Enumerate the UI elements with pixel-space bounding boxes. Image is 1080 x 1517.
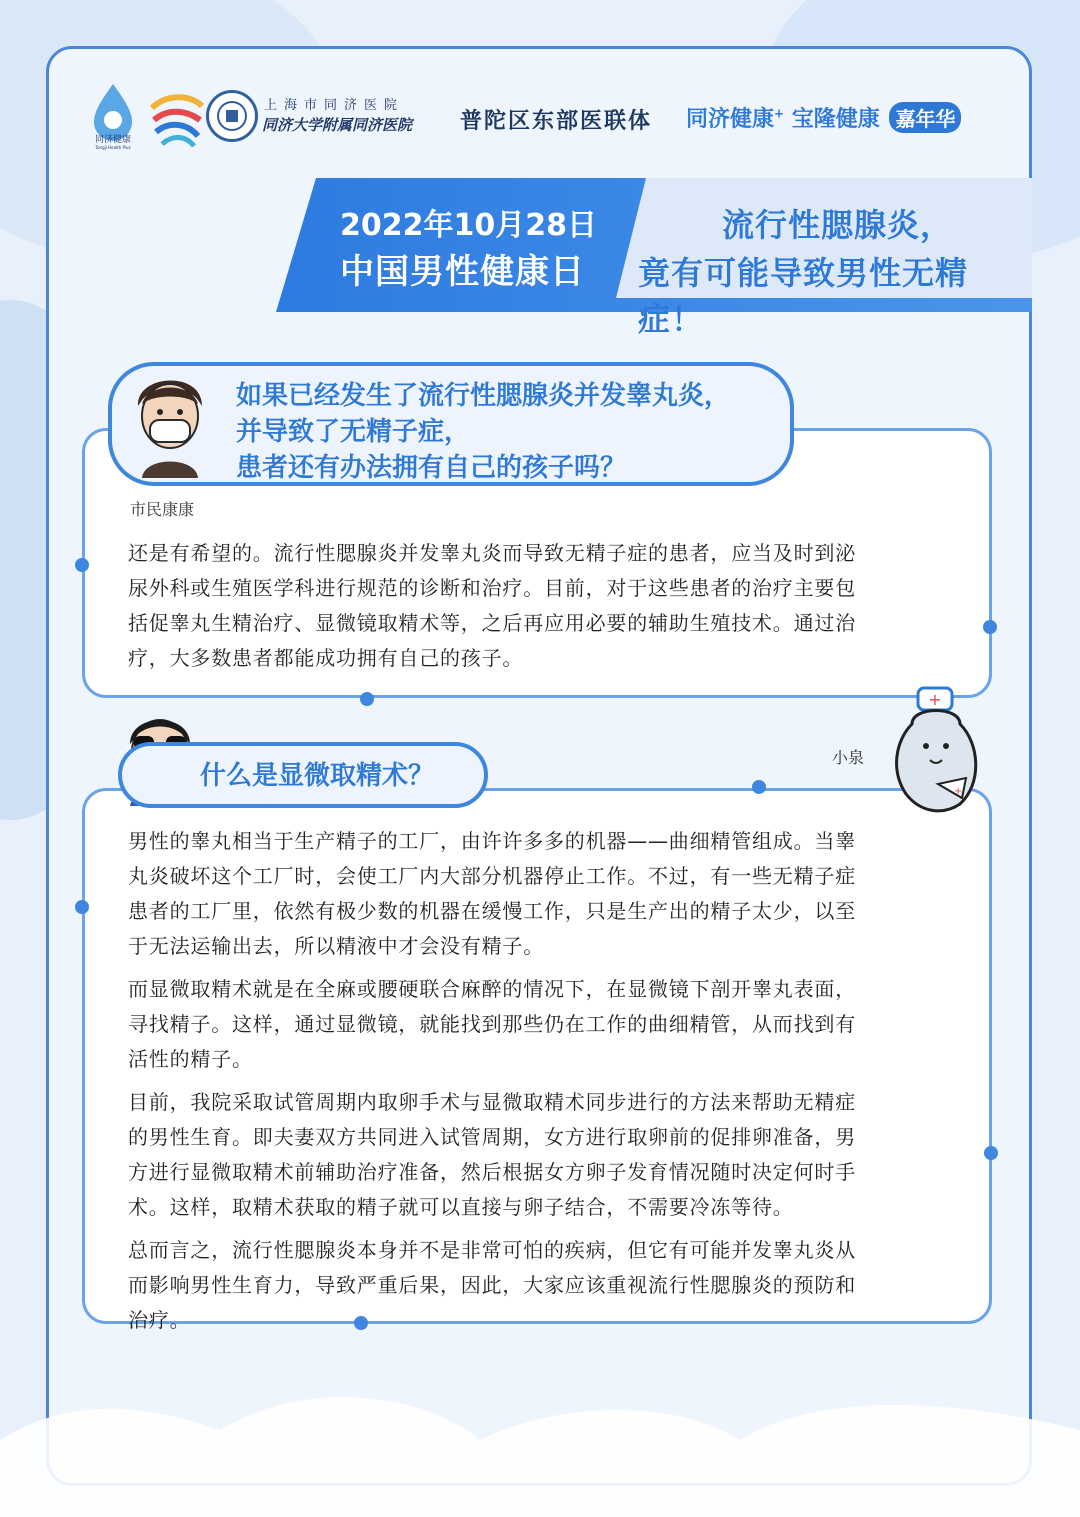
- event-day-name: 中国男性健康日: [340, 252, 585, 292]
- question-1-line-3: 患者还有办法拥有自己的孩子吗？: [236, 453, 627, 483]
- answer-2-line: 于无法运输出去，所以精液中才会没有精子。: [128, 934, 544, 958]
- answer-1-line: 尿外科或生殖医学科进行规范的诊断和治疗。目前，对于这些患者的治疗主要包: [128, 576, 856, 600]
- question-1-line-1: 如果已经发生了流行性腮腺炎并发睾丸炎，: [236, 381, 731, 411]
- answer-1-line: 括促睾丸生精治疗、显微镜取精术等，之后再应用必要的辅助生殖技术。通过治: [128, 611, 856, 635]
- answer-2-line: 的男性生育。即夫妻双方共同进入试管周期，女方进行取卵前的促排卵准备，男: [128, 1125, 856, 1149]
- answer-2-line: 总而言之，流行性腮腺炎本身并不是非常可怕的疾病，但它有可能并发睾丸炎从: [128, 1238, 856, 1262]
- speaker-label-1: 市民康康: [130, 500, 195, 519]
- answer-2-line: 患者的工厂里，依然有极少数的机器在缓慢工作，只是生产出的精子太少，以至: [128, 899, 856, 923]
- answer-2-paragraph-2: [128, 972, 968, 1077]
- event-date: 2022年10月28日: [340, 208, 597, 243]
- tongji-health-logo: [78, 80, 148, 150]
- card-dot: [984, 1146, 998, 1160]
- answer-2-line: 术。这样，取精术获取的精子就可以直接与卵子结合，不需要冷冻等待。: [128, 1195, 794, 1219]
- answer-2-line: 寻找精子。这样，通过显微镜，就能找到那些仍在工作的曲细精管，从而找到有: [128, 1012, 856, 1036]
- hospital-name: 上海市同济医院: [264, 98, 405, 113]
- card-dot: [752, 780, 766, 794]
- title-band: [276, 178, 1032, 338]
- headline-line-1: 流行性腮腺炎，: [722, 206, 954, 244]
- header-logos: [78, 80, 1008, 160]
- answer-2-line: 丸炎破坏这个工厂时，会使工厂内大部分机器停止工作。不过，有一些无精子症: [128, 864, 856, 888]
- card-dot: [75, 558, 89, 572]
- brand-jia-badge: 嘉年华: [889, 102, 961, 133]
- answer-2-line: 方进行显微取精术前辅助治疗准备，然后根据女方卵子发育情况随时决定何时手: [128, 1160, 856, 1184]
- answer-2-paragraph-3: [128, 1085, 968, 1225]
- xiaoquan-mascot: [890, 684, 986, 816]
- card-dot: [360, 692, 374, 706]
- answer-1-line: 还是有希望的。流行性腮腺炎并发睾丸炎而导致无精子症的患者，应当及时到泌: [128, 541, 856, 565]
- answer-2-line: 活性的精子。: [128, 1047, 253, 1071]
- card-dot: [983, 620, 997, 634]
- answer-2-line: 目前，我院采取试管周期内取卵手术与显微取精术同步进行的方法来帮助无精症: [128, 1090, 856, 1114]
- answer-2-paragraph-1: [128, 824, 968, 964]
- brand-tongji: 同济健康: [686, 107, 775, 132]
- answer-2-line: 而显微取精术就是在全麻或腰硬联合麻醉的情况下，在显微镜下剖开睾丸表面，: [128, 977, 856, 1001]
- answer-2-line: 治疗。: [128, 1308, 191, 1332]
- bottom-cloud-decoration: [0, 1380, 1080, 1517]
- brand-baolong: 宝隆健康: [791, 107, 880, 132]
- answer-1-line: 疗，大多数患者都能成功拥有自己的孩子。: [128, 646, 524, 670]
- question-bubble-2: [118, 742, 488, 808]
- hospital-seal-icon: [206, 90, 258, 142]
- question-1-line-2: 并导致了无精子症，: [236, 417, 471, 447]
- swirl-logo-icon: [146, 90, 208, 150]
- tongji-logo-text: 同济健康: [94, 135, 132, 145]
- answer-2-text: [128, 824, 968, 1346]
- answer-2-line: 而影响男性生育力，导致严重后果，因此，大家应该重视流行性腮腺炎的预防和: [128, 1273, 856, 1297]
- svg-text:+: +: [928, 690, 942, 709]
- citizen-kangkang-avatar: [128, 360, 212, 480]
- tongji-logo-sub: Tongji Health Plus: [95, 145, 131, 150]
- hospital-univ-name: 同济大学附属同济医院: [262, 116, 413, 134]
- answer-1-text: [128, 536, 968, 676]
- alliance-name: 普陀区东部医联体: [460, 108, 653, 134]
- event-brand: 同济健康+ 宝隆健康 嘉年华: [686, 102, 961, 133]
- question-2-text: 什么是显微取精术？: [200, 761, 435, 791]
- speaker-label-2: 小泉: [832, 748, 865, 767]
- answer-2-paragraph-4: [128, 1233, 968, 1338]
- answer-2-line: 男性的睾丸相当于生产精子的工厂，由许许多多的机器——曲细精管组成。当睾: [128, 829, 856, 853]
- card-dot: [75, 900, 89, 914]
- headline-line-2: 竟有可能导致男性无精症！: [638, 254, 969, 338]
- svg-text:+: +: [954, 786, 963, 797]
- question-1-text: [236, 378, 730, 486]
